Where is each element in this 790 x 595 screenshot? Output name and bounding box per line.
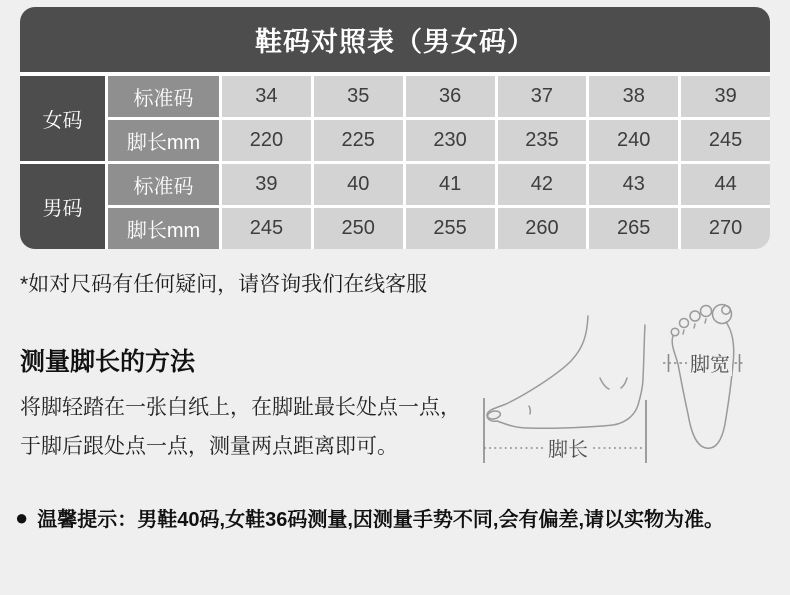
footlength-value: 230 bbox=[406, 120, 495, 161]
footlength-value: 220 bbox=[222, 120, 311, 161]
toe-crease-mark bbox=[529, 406, 530, 414]
foot-width-label: 脚宽 bbox=[690, 354, 730, 376]
third-toe bbox=[690, 311, 700, 321]
ankle-mark-right bbox=[621, 378, 627, 388]
footlength-value: 245 bbox=[681, 120, 770, 161]
size-value: 37 bbox=[498, 76, 587, 117]
size-chart-title: 鞋码对照表（男女码） bbox=[255, 27, 535, 57]
measure-method-body bbox=[20, 388, 461, 466]
footlength-value: 245 bbox=[222, 208, 311, 249]
footlength-value: 255 bbox=[406, 208, 495, 249]
foot-length-label: 脚长 bbox=[548, 439, 588, 461]
size-value: 39 bbox=[222, 164, 311, 205]
row-label: 标准码 bbox=[108, 76, 219, 117]
group-label-men: 男码 bbox=[20, 164, 105, 249]
little-toe bbox=[671, 328, 679, 336]
size-value: 34 bbox=[222, 76, 311, 117]
row-label: 脚长mm bbox=[108, 120, 219, 161]
size-value: 44 bbox=[681, 164, 770, 205]
foot-side-outline bbox=[487, 316, 645, 428]
size-value: 40 bbox=[314, 164, 403, 205]
footlength-value: 240 bbox=[589, 120, 678, 161]
size-value: 35 bbox=[314, 76, 403, 117]
footlength-value: 260 bbox=[498, 208, 587, 249]
second-toe bbox=[701, 306, 712, 317]
size-value: 42 bbox=[498, 164, 587, 205]
foot-sole-view-illustration bbox=[660, 294, 750, 464]
measure-body-line2: 于脚后跟处点一点，测量两点距离即可。 bbox=[20, 435, 398, 458]
footlength-value: 225 bbox=[314, 120, 403, 161]
footlength-value: 265 bbox=[589, 208, 678, 249]
big-toe-nail bbox=[722, 306, 730, 314]
size-chart-block bbox=[20, 7, 770, 249]
footlength-value: 250 bbox=[314, 208, 403, 249]
sole-outline bbox=[672, 322, 734, 448]
size-value: 38 bbox=[589, 76, 678, 117]
footlength-value: 235 bbox=[498, 120, 587, 161]
size-chart-title-bar bbox=[20, 7, 770, 72]
row-label: 标准码 bbox=[108, 164, 219, 205]
size-value: 39 bbox=[681, 76, 770, 117]
size-table bbox=[20, 76, 770, 249]
fourth-toe bbox=[680, 319, 689, 328]
group-label-women: 女码 bbox=[20, 76, 105, 161]
size-value: 36 bbox=[406, 76, 495, 117]
warm-tip bbox=[15, 503, 724, 532]
size-value: 43 bbox=[589, 164, 678, 205]
foot-side-view-illustration bbox=[478, 298, 654, 468]
measure-method-title: 测量脚长的方法 bbox=[20, 348, 196, 376]
row-label: 脚长mm bbox=[108, 208, 219, 249]
ankle-mark-left bbox=[600, 378, 609, 389]
bullet-icon: ● bbox=[15, 504, 29, 530]
size-value: 41 bbox=[406, 164, 495, 205]
measure-body-line1: 将脚轻踏在一张白纸上，在脚趾最长处点一点， bbox=[20, 396, 461, 419]
footlength-value: 270 bbox=[681, 208, 770, 249]
warm-tip-text: 温馨提示：男鞋40码,女鞋36码测量,因测量手势不同,会有偏差,请以实物为准。 bbox=[37, 509, 725, 531]
size-question-note: *如对尺码有任何疑问，请咨询我们在线客服 bbox=[20, 273, 428, 296]
